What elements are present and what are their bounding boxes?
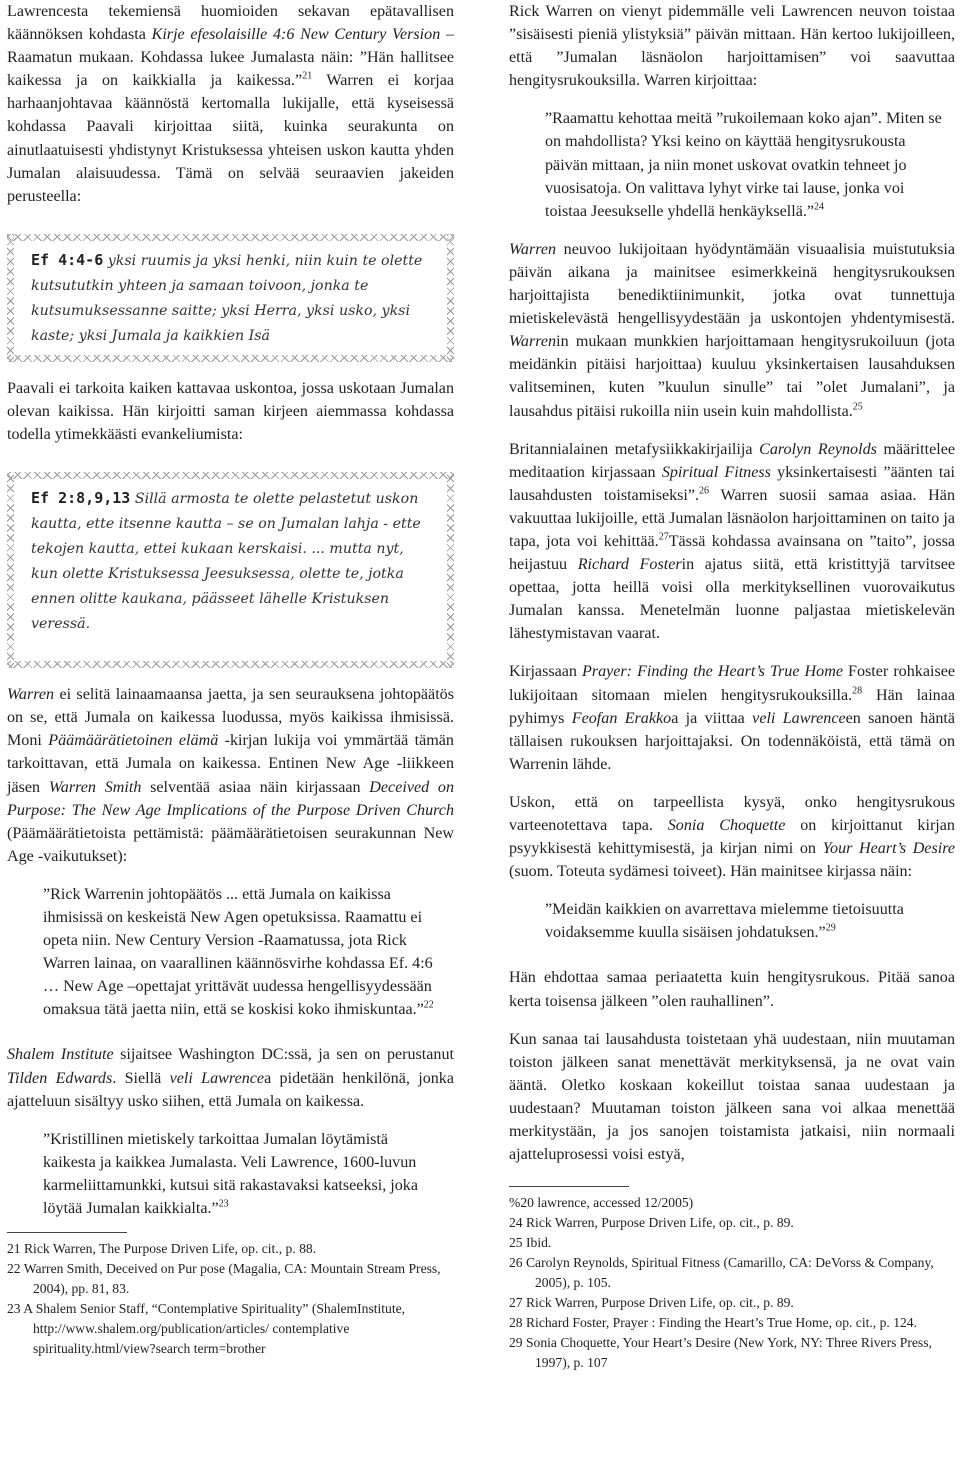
text-run: en sanoen häntä tällaisen rukouksen harjoittajaksi. On todennäköistä, että tämä on Warrenin lähde. bbox=[509, 709, 956, 773]
footnote-rule bbox=[509, 1186, 629, 1187]
text-run: Britannialainen metafysiikkakirjailija bbox=[509, 440, 760, 458]
text-run: Uskon, että on tarpeellista kysyä, onko hengitysrukous varteenotettava tapa. bbox=[509, 793, 955, 834]
footnote-ref: 25 bbox=[852, 401, 863, 413]
italic-run: Päämäärätietoinen elämä bbox=[48, 732, 219, 750]
italic-run: Richard Foster bbox=[577, 556, 682, 574]
footnote: 22 Warren Smith, Deceived on Pur pose (Magalia, CA: Mountain Stream Press, 2004), pp. 81, 83. bbox=[7, 1261, 441, 1297]
italic-run: Kirje efesolaisille 4:6 New Century Version bbox=[151, 26, 441, 44]
paragraph bbox=[509, 660, 955, 775]
scripture-reference: Ef 2:8,9,13 bbox=[31, 489, 131, 508]
text-run: in mukaan munkkien harjoittamaan hengitysrukoiluun (jota meidänkin pitäisi harjoittaa) kuuluu yksinkertaisen lausahduksen valitseminen, kuten ”kuulun sinulle” tai ”olet Jumalani”, ja lausahdus pitäisi rukoilla niin usein kuin mahdollista. bbox=[509, 333, 955, 420]
paragraph: Hän ehdottaa samaa periaatetta kuin hengitysrukous. Pitää sanoa kerta toisensa jälkeen ”olen rauhallinen”. bbox=[509, 969, 955, 1010]
text-run: -kirjan lukija voi ymmärtää tämän tarkoittavan, että Jumala on kaikessa. Entinen New Age -liikkeen jäsen bbox=[7, 732, 454, 796]
footnote-ref: 22 bbox=[423, 999, 434, 1011]
block-quote bbox=[545, 107, 943, 222]
text-run: yksinkertaisesti ”äänten tai lausahdusten toistamiseksi”. bbox=[509, 463, 955, 504]
text-run: on kirjoittanut kirjan psyykkisestä kehittymisestä, ja kirjan nimi on bbox=[509, 817, 955, 858]
footnote: 26 Carolyn Reynolds, Spiritual Fitness (Camarillo, CA: DeVorss & Company, 2005), p. 105. bbox=[509, 1255, 934, 1291]
italic-run: Warren Smith bbox=[48, 778, 142, 796]
text-run: sijaitsee Washington DC:ssä, ja sen on perustanut bbox=[113, 1046, 454, 1064]
italic-run: Sonia Choquette bbox=[667, 817, 786, 834]
paragraph: Paavali ei tarkoita kaiken kattavaa uskontoa, jossa uskotaan Jumalan olevan kaikissa. Hän kirjoitti saman kirjeen aiemmassa kohdassa todella ytimekkäästi evankeliumista: bbox=[7, 379, 454, 444]
italic-run: veli Lawrence bbox=[169, 1069, 265, 1087]
text-run: (suom. Toteuta sydämesi toiveet). Hän mainitsee kirjassa näin: bbox=[509, 863, 913, 881]
footnote: 25 Ibid. bbox=[509, 1235, 552, 1251]
block-quote bbox=[43, 883, 440, 1022]
footnote: 29 Sonia Choquette, Your Heart’s Desire (New York, NY: Three Rivers Press, 1997), p. 107 bbox=[509, 1335, 932, 1371]
italic-run: Tilden Edwards bbox=[7, 1069, 113, 1087]
italic-run: Carolyn Reynolds bbox=[759, 440, 877, 458]
footnote: 23 A Shalem Senior Staff, “Contemplative Spirituality” (ShalemInstitute, http://www.shalem.org/publication/articles/ contemplative spirituality.html/view?search term=brother bbox=[7, 1301, 406, 1357]
paragraph bbox=[7, 683, 454, 868]
italic-run: Deceived on Purpose: The New Age Implications of the Purpose Driven Church bbox=[7, 778, 455, 819]
footnote-ref: 21 bbox=[302, 70, 313, 82]
footnotes bbox=[509, 1186, 955, 1373]
scripture-reference: Ef 4:4-6 bbox=[31, 250, 104, 269]
italic-run: Prayer: Finding the Heart’s True Home bbox=[581, 663, 843, 681]
text-run: Warren ei korjaa harhaanjohtavaa käännöstä kertomalla lukijalle, että kyseisessä kohdassa Paavali kirjoittaa siitä, kuinka seurakunta on ainutlaatuisesti yhdistynyt Kristuksessa yhteisen uskon kautta yhden Jumalan alaisuudessa. Tämä on selvää seuraavien jakeiden perusteella: bbox=[7, 72, 454, 205]
footnote-ref: 27 bbox=[658, 531, 669, 543]
text-run: –Raamatun mukaan. Kohdassa lukee Jumalasta näin: ”Hän hallitsee kaikessa ja on kaikkialla ja kaikessa.” bbox=[7, 26, 454, 90]
italic-run: Feofan Erakko bbox=[571, 709, 672, 727]
scripture-text: Sillä armosta te olette pelastetut uskon kautta, ette itsenne kautta – se on Jumalan lahja - ette tekojen kautta, ettei kukaan kerskaisi. ... mutta nyt, kun olette Kristuksessa Jeesuksessa, olette te, jotka ennen olitte kaukana, päässeet lähelle Kristuksen veressä. bbox=[31, 491, 421, 633]
footnote: 28 Richard Foster, Prayer : Finding the Heart’s True Home, op. cit., p. 124. bbox=[509, 1315, 917, 1331]
footnote-ref: 29 bbox=[825, 923, 836, 935]
quote-text: ”Meidän kaikkien on avarrettava mielemme tietoisuutta voidaksemme kuulla sisäisen johdatuksen.” bbox=[545, 901, 904, 942]
italic-run: Shalem Institute bbox=[7, 1046, 114, 1064]
footnote-ref: 23 bbox=[218, 1198, 229, 1210]
text-run: selventää asiaa näin kirjassaan bbox=[141, 778, 370, 796]
text-run: Warren suosii samaa asiaa. Hän vakuuttaa lukijoille, että Jumalan läsnäolon harjoittaminen on taito ja tapa, jota voi kehittää. bbox=[509, 486, 955, 550]
footnote-ref: 28 bbox=[852, 685, 863, 697]
paragraph bbox=[509, 438, 955, 646]
text-run: ei selitä lainaamaansa jaetta, ja sen seurauksena johtopäätös on se, että Jumala on kaikessa luodussa, myös kaikissa ihmisissä. Moni bbox=[7, 686, 454, 750]
text-run: Kirjassaan bbox=[509, 663, 582, 681]
text-run: . Siellä bbox=[112, 1069, 170, 1087]
right-column bbox=[509, 0, 955, 1373]
block-quote bbox=[43, 1128, 440, 1220]
text-run: Hän lainaa pyhimys bbox=[509, 686, 955, 727]
footnote-ref: 26 bbox=[699, 485, 710, 497]
paragraph: Rick Warren on vienyt pidemmälle veli Lawrencen neuvon toistaa ”sisäisesti pieniä ylistyksiä” päivän mittaan. Hän kertoo lukijoilleen, että ”Jumalan läsnäolon harjoittamisen” voi saavuttaa hengitysrukouksilla. Warren kirjoittaa: bbox=[509, 3, 955, 90]
quote-text: ”Rick Warrenin johtopäätös ... että Jumala on kaikissa ihmisissä on keskeistä New Agen opetuksissa. Raamattu ei opeta niin. New Century Version -Raamatussa, jota Rick Warren lainaa, on vaarallinen käännösvirhe kohdassa Ef. 4:6 … New Age –opettajat yrittävät uudessa hengellisyydessään omaksua tätä jaetta niin, että se koskisi koko ihmiskuntaa.” bbox=[43, 885, 433, 1019]
paragraph bbox=[509, 238, 955, 423]
footnote-rule bbox=[7, 1232, 127, 1233]
footnote: 24 Rick Warren, Purpose Driven Life, op. cit., p. 89. bbox=[509, 1215, 794, 1231]
italic-run: Warren bbox=[509, 333, 557, 351]
italic-run: veli Lawrence bbox=[752, 709, 846, 727]
footnote: 27 Rick Warren, Purpose Driven Life, op. cit., p. 89. bbox=[509, 1295, 794, 1311]
left-column bbox=[7, 0, 454, 1359]
scripture-text: yksi ruumis ja yksi henki, niin kuin te olette kutsututkin yhteen ja samaan toivoon, jonka te kutsumuksessanne saitte; yksi Herra, yksi usko, yksi kaste; yksi Jumala ja kaikkien Isä bbox=[31, 252, 423, 344]
scripture-box bbox=[7, 234, 454, 362]
footnote-ref: 24 bbox=[814, 201, 825, 213]
text-run: Tässä kohdassa avainsana on ”taito”, jossa heijastuu bbox=[509, 532, 956, 574]
quote-text: ”Kristillinen mietiskely tarkoittaa Jumalan löytämistä kaikesta ja kaikkea Jumalasta. Veli Lawrence, 1600-luvun karmeliittamunkki, kutsui sitä rakastavaksi katseeksi, joka löytää Jumalan kaikkialta.” bbox=[43, 1130, 418, 1217]
text-run: määrittelee meditaation kirjassaan bbox=[509, 440, 955, 481]
text-run: a pidetään henkilönä, jonka ajatteluun sisältyy usko siihen, että Jumala on kaikessa. bbox=[7, 1069, 454, 1110]
text-run: Foster rohkaisee lukijoitaan sitomaan mielen hengitysrukouksilla. bbox=[509, 663, 955, 704]
paragraph: Kun sanaa tai lausahdusta toistetaan yhä uudestaan, niin muutaman toiston jälkeen sanat menettävät merkityksensä, ja ne ovat vain ääntä. Oletko koskaan kokeillut toistaa sanaa uudestaan ja uudestaan? Muutaman toiston jälkeen sana voi alkaa menettää merkitystään, ja jos sanojen toistamista jatkaisi, niin normaali ajatteluprosessi voisi estyä, bbox=[509, 1030, 955, 1164]
text-run: a ja viittaa bbox=[671, 709, 753, 727]
scripture-box bbox=[7, 472, 454, 668]
text-run: Lawrencesta tekemiensä huomioiden sekavan epätavallisen käännöksen kohdasta bbox=[7, 3, 454, 44]
footnotes bbox=[7, 1232, 454, 1359]
italic-run: Your Heart’s Desire bbox=[822, 840, 955, 858]
text-run: (Päämäärätietoista pettämistä: päämäärätietoisen seurakunnan New Age -vaikutukset): bbox=[7, 824, 454, 865]
paragraph bbox=[509, 791, 955, 883]
paragraph bbox=[7, 1043, 454, 1112]
italic-run: Warren bbox=[7, 686, 55, 704]
italic-run: Spiritual Fitness bbox=[661, 463, 771, 481]
quote-text: ”Raamattu kehottaa meitä ”rukoilemaan koko ajan”. Miten se on mahdollista? Yksi keino on käyttää hengitysrukousta päivän mittaan, ja niin monet uskovat ovatkin tehneet jo vuosisatoja. On valittava lyhyt virke tai lause, jonka voi toistaa Jeesukselle yhdellä henkäyksellä.” bbox=[545, 110, 942, 220]
footnote: 21 Rick Warren, The Purpose Driven Life, op. cit., p. 88. bbox=[7, 1241, 317, 1257]
text-run: neuvoo lukijoitaan hyödyntämään visuaalisia muistutuksia päivän aikana ja mainitsee esimerkkeinä hengitysrukouksen harjoittajista benediktiinimunkit, jotka ovat tunnettuja mietiskelevästä hengellisyydestään ja uskontojen yhdentymisestä. bbox=[509, 240, 955, 328]
text-run: in ajatus siitä, että kristittyjä tarvitsee opettaa, jotta heillä voisi olla merkityksellinen vuorovaikutus Jumalan kanssa. Menetelmän luonne paljastaa mietiskelevän lähestymistavan vaarat. bbox=[509, 556, 955, 643]
footnote: %20 lawrence, accessed 12/2005) bbox=[509, 1195, 694, 1211]
paragraph bbox=[7, 0, 454, 208]
italic-run: Warren bbox=[509, 240, 557, 258]
block-quote bbox=[545, 898, 943, 944]
